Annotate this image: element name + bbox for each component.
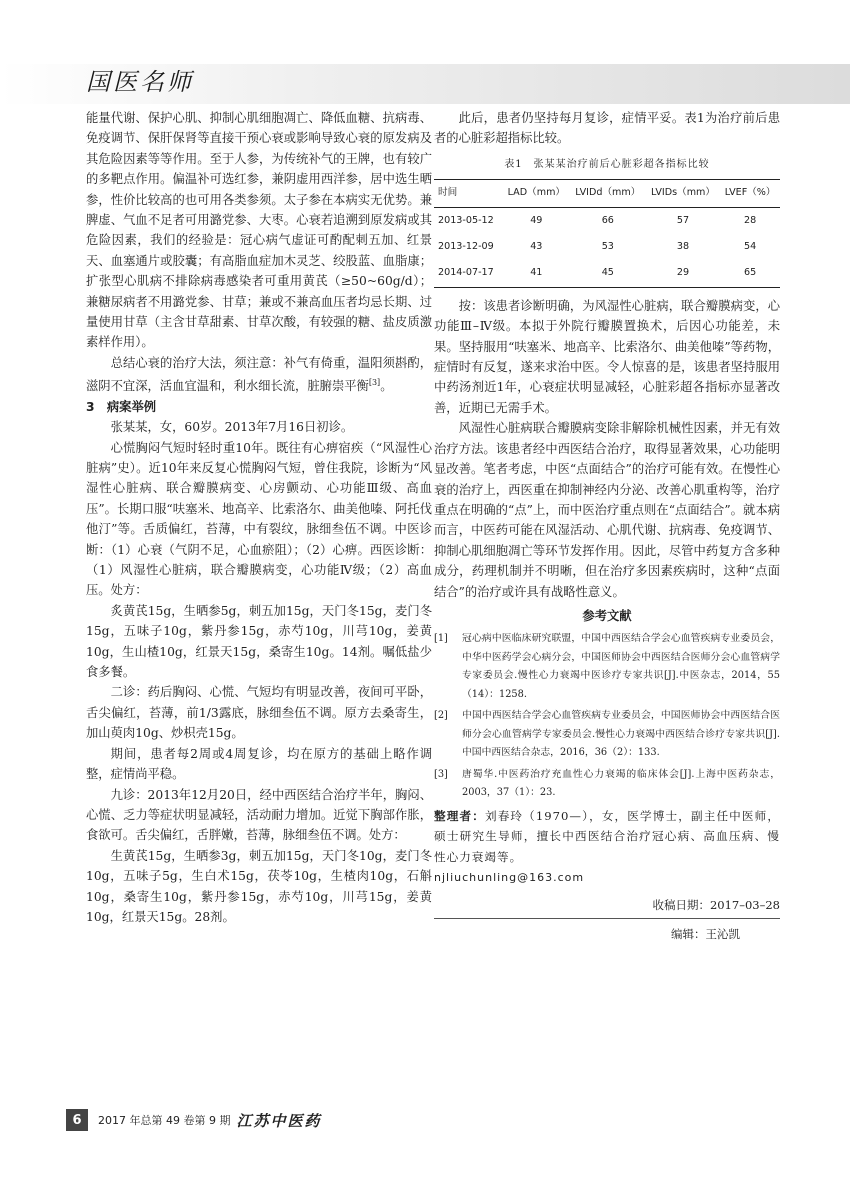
reference-item <box>434 707 780 763</box>
paragraph: 张某某，女，60岁。2013年7月16日初诊。 <box>110 420 354 435</box>
section-heading: 3 病案举例 <box>86 399 157 414</box>
table-cell: 29 <box>676 267 690 279</box>
table-header-cell: LAD（mm） <box>507 187 566 199</box>
table-header-cell: LVIDd（mm） <box>575 187 641 199</box>
citation-ref[interactable]: [3] <box>368 378 381 388</box>
reference-number: [2] <box>434 710 448 722</box>
table-cell: 2014-07-17 <box>438 267 494 279</box>
prescription: 炙黄芪15g，生晒参5g，刺五加15g，天门冬15g，麦门冬15g，五味子10g，紫丹参15g，赤芍10g，川芎10g，姜黄10g，生山楂10g，红景天15g，桑寄生10g。14剂。嘱低盐少食多餐。 <box>86 603 432 680</box>
issue-info: 2017 年总第 49 卷第 9 期 <box>98 1114 231 1127</box>
reference-text: 唐蜀华.中医药治疗充血性心力衰竭的临床体会[J].上海中医药杂志，2003，37（1）：23. <box>462 768 780 799</box>
table-cell: 53 <box>601 241 614 253</box>
table-cell: 2013-05-12 <box>438 214 494 226</box>
bio-text: 刘春玲（1970—），女，医学博士，副主任中医师，硕士研究生导师，擅长中西医结合治疗冠心病、高血压病、慢性心力衰竭等。 <box>434 808 780 864</box>
table-cell: 65 <box>744 267 757 279</box>
table-cell: 28 <box>744 214 757 226</box>
table-header-cell: LVIDs（mm） <box>651 187 715 199</box>
paragraph <box>86 353 432 397</box>
table-cell: 66 <box>601 214 614 226</box>
reference-item <box>434 630 780 704</box>
table-row <box>434 207 780 234</box>
editor-credit: 编辑：王沁凯 <box>671 927 740 942</box>
paragraph-end: 。 <box>380 379 393 394</box>
paragraph: 九诊：2013年12月20日，经中西医结合治疗半年，胸闷、心慌、乏力等症状明显减轻，活动耐力增加。近觉下胸部作胀，食欲可。舌尖偏红，舌胖嫩，苔薄，脉细叁伍不调。处方： <box>86 787 432 843</box>
journal-name: 江苏中医药 <box>236 1111 322 1130</box>
paragraph: 能量代谢、保护心肌、抑制心肌细胞凋亡、降低血糖、抗病毒、免疫调节、保肝保肾等直接干预心衰或影响导致心衰的原发病及其危险因素等等作用。至于人参，为传统补气的王牌，也有较广的多靶点作用。偏温补可选红参，兼阴虚用西洋参，居中选生晒参，性价比较高的也可用各类参须。太子参在本病实无优势。兼脾虚、气血不足者可用潞党参、大枣。心衰若追溯到原发病或其危险因素，我们的经验是：冠心病气虚证可酌配刺五加、红景天、血塞通片或胶囊；有高脂血症加木灵芝、绞股蓝、血脂康；扩张型心肌病不排除病毒感染者可重用黄芪（≥50~60g/d）；兼糖尿病者不用潞党参、甘草；兼或不兼高血压者均忌长期、过量使用甘草（主含甘草甜素、甘草次酸，有较强的糖、盐皮质激素样作用）。 <box>86 111 432 350</box>
table-row <box>434 234 780 260</box>
reference-number: [1] <box>434 633 448 645</box>
paragraph: 期间，患者每2周或4周复诊，均在原方的基础上略作调整，症情尚平稳。 <box>86 746 432 782</box>
table-cell: 49 <box>530 214 543 226</box>
table-cell: 57 <box>676 214 690 226</box>
reference-text: 冠心病中医临床研究联盟，中国中西医结合学会心血管疾病专业委员会，中华中医药学会心病分会，中国医师协会中西医结合医师分会心血管病学专家委员会.慢性心力衰竭中医诊疗专家共识[J].中医杂志，2014，55（14）：1258. <box>462 633 780 700</box>
table-cell: 45 <box>601 267 614 279</box>
reference-number: [3] <box>434 768 448 780</box>
paragraph: 心慌胸闷气短时轻时重10年。既往有心痹宿疾（“风湿性心脏病”史）。近10年来反复心慌胸闷气短，曾住我院，诊断为“风湿性心脏病、联合瓣膜病变、心房颤动、心功能Ⅲ级、高血压”。长期口服“呋塞米、地高辛、比索洛尔、曲美他嗪、阿托伐他汀”等。舌质偏红，苔薄，中有裂纹，脉细叁伍不调。中医诊断：（1）心衰（气阴不足，心血瘀阻）；（2）心痹。西医诊断：（1）风湿性心脏病，联合瓣膜病变，心功能Ⅳ级；（2）高血压。处方： <box>86 440 432 598</box>
section-logo: 国医名师 <box>86 68 194 96</box>
page-number: 6 <box>66 1109 88 1131</box>
right-column <box>434 108 780 945</box>
reference-item <box>434 766 780 803</box>
reference-text: 中国中西医结合学会心血管疾病专业委员会，中国医师协会中西医结合医师分会心血管病学专家委员会.慢性心力衰竭中西医结合诊疗专家共识[J].中国中西医结合杂志，2016，36（2）：133. <box>462 710 780 759</box>
table-caption: 表1 张某某治疗前后心脏彩超各指标比较 <box>504 158 710 170</box>
bio-label: 整理者： <box>434 808 485 823</box>
table-header-row <box>434 180 780 207</box>
table-row <box>434 260 780 287</box>
echo-table <box>434 179 780 288</box>
author-email[interactable]: njliuchunling@163.com <box>434 871 585 885</box>
prescription: 生黄芪15g，生晒参3g，刺五加15g，天门冬10g，麦门冬10g，五味子5g，生白术15g，茯苓10g，生楂肉10g，石斛10g，桑寄生10g，紫丹参15g，赤芍10g，川芎15g，姜黄10g，红景天15g。28剂。 <box>86 848 432 924</box>
table-cell: 43 <box>530 241 543 253</box>
page-footer <box>66 1107 322 1133</box>
table-cell: 54 <box>744 241 757 253</box>
table-cell: 41 <box>530 267 543 279</box>
author-bio <box>434 806 780 889</box>
table-cell: 38 <box>676 241 690 253</box>
received-date: 收稿日期：2017–03–28 <box>434 895 780 919</box>
left-column <box>86 108 432 927</box>
paragraph-text: 总结心衰的治疗大法，须注意：补气有倚重，温阳须斟酌，滋阴不宜深，活血宜温和，利水细长流，脏腑崇平衡 <box>86 355 432 394</box>
paragraph: 风湿性心脏病联合瓣膜病变除非解除机械性因素，并无有效治疗方法。该患者经中西医结合治疗，取得显著效果，心功能明显改善。笔者考虑，中医“点面结合”的治疗可能有效。在慢性心衰的治疗上，西医重在抑制神经内分泌、改善心肌重构等，治疗重点在明确的“点”上，而中医治疗重点则在“点面结合”。就本病而言，中医药可能在风湿活动、心肌代谢、抗病毒、免疫调节、抑制心肌细胞凋亡等环节发挥作用。因此，尽管中药复方含多种成分，药理机制并不明晰，但在治疗多因素疾病时，这种“点面结合”的治疗或许具有战略性意义。 <box>434 421 780 599</box>
table-header-cell: 时间 <box>438 187 458 199</box>
paragraph: 按：该患者诊断明确，为风湿性心脏病，联合瓣膜病变，心功能Ⅲ–Ⅳ级。本拟于外院行瓣膜置换术，后因心功能差，未果。坚持服用“呋塞米、地高辛、比索洛尔、曲美他嗪”等药物，症情时有反复，遂来求治中医。令人惊喜的是，该患者坚持服用中药汤剂近1年，心衰症状明显减轻，心脏彩超各指标亦显著改善，近期已无需手术。 <box>434 298 780 415</box>
paragraph: 二诊：药后胸闷、心慌、气短均有明显改善，夜间可平卧，舌尖偏红，苔薄，前1/3露底，脉细叁伍不调。原方去桑寄生，加山萸肉10g、炒枳壳15g。 <box>86 685 432 741</box>
paragraph: 此后，患者仍坚持每月复诊，症情平妥。表1为治疗前后患者的心脏彩超指标比较。 <box>434 111 780 146</box>
table-header-cell: LVEF（%） <box>724 187 776 199</box>
table-cell: 2013-12-09 <box>438 241 494 253</box>
references-heading: 参考文献 <box>582 608 632 623</box>
